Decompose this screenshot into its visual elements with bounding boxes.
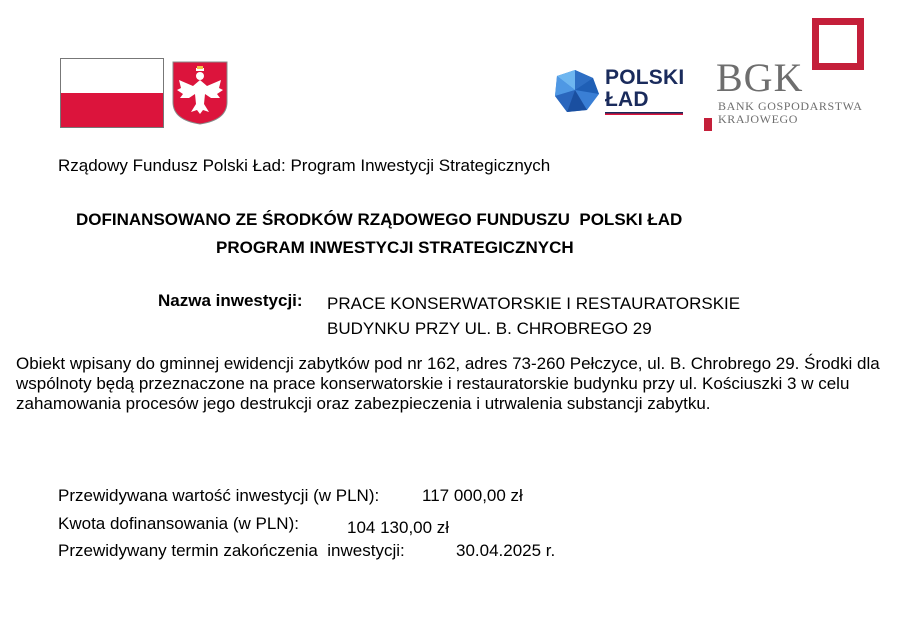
description: Obiekt wpisany do gminnej ewidencji zabytków pod nr 162, adres 73-260 Pełczyce, ul. B. Chrobrego 29. Środki dla wspólnoty będą przeznaczone na prace konserwatorskie i restauratorskie budynku przy ul. Kościuszki 3 w celu zahamowania procesów jego destrukcji oraz zabezpieczenia i utrwalenia substancji zabytku. [16, 354, 880, 413]
polski-lad-line2: ŁAD [605, 88, 649, 111]
bgk-logo [704, 18, 874, 133]
bgk-square-icon [812, 18, 864, 70]
bgk-red-mark [704, 118, 712, 131]
investment-label: Nazwa inwestycji: [158, 291, 303, 310]
investment-value [327, 291, 847, 341]
polski-lad-stripe [605, 112, 683, 115]
investment-value-line1: PRACE KONSERWATORSKIE I RESTAURATORSKIE [327, 294, 741, 313]
deadline-label: Przewidywany termin zakończenia inwestycji: [58, 541, 405, 560]
funding-amount: 104 130,00 zł [347, 518, 450, 537]
polish-eagle-emblem-icon [171, 60, 229, 126]
bgk-title: BGK [716, 55, 804, 100]
polski-lad-shape-icon [553, 68, 601, 114]
deadline-date: 30.04.2025 r. [456, 541, 556, 560]
polski-lad-line1: POLSKI [605, 66, 685, 89]
bgk-sub-line1: BANK GOSPODARSTWA [718, 99, 863, 113]
value-label: Przewidywana wartość inwestycji (w PLN): [58, 486, 380, 505]
heading-line2: PROGRAM INWESTYCJI STRATEGICZNYCH [216, 238, 574, 257]
funding-label: Kwota dofinansowania (w PLN): [58, 514, 299, 533]
investment-value-line2: BUDYNKU PRZY UL. B. CHROBREGO 29 [327, 319, 652, 338]
value-amount: 117 000,00 zł [422, 486, 523, 505]
polish-flag-icon [60, 58, 164, 128]
polski-lad-logo [553, 66, 683, 118]
heading-line1: DOFINANSOWANO ZE ŚRODKÓW RZĄDOWEGO FUNDUSZU POLSKI ŁAD [76, 210, 683, 229]
program-line: Rządowy Fundusz Polski Ład: Program Inwestycji Strategicznych [58, 156, 551, 175]
bgk-sub-line2: KRAJOWEGO [718, 112, 799, 126]
